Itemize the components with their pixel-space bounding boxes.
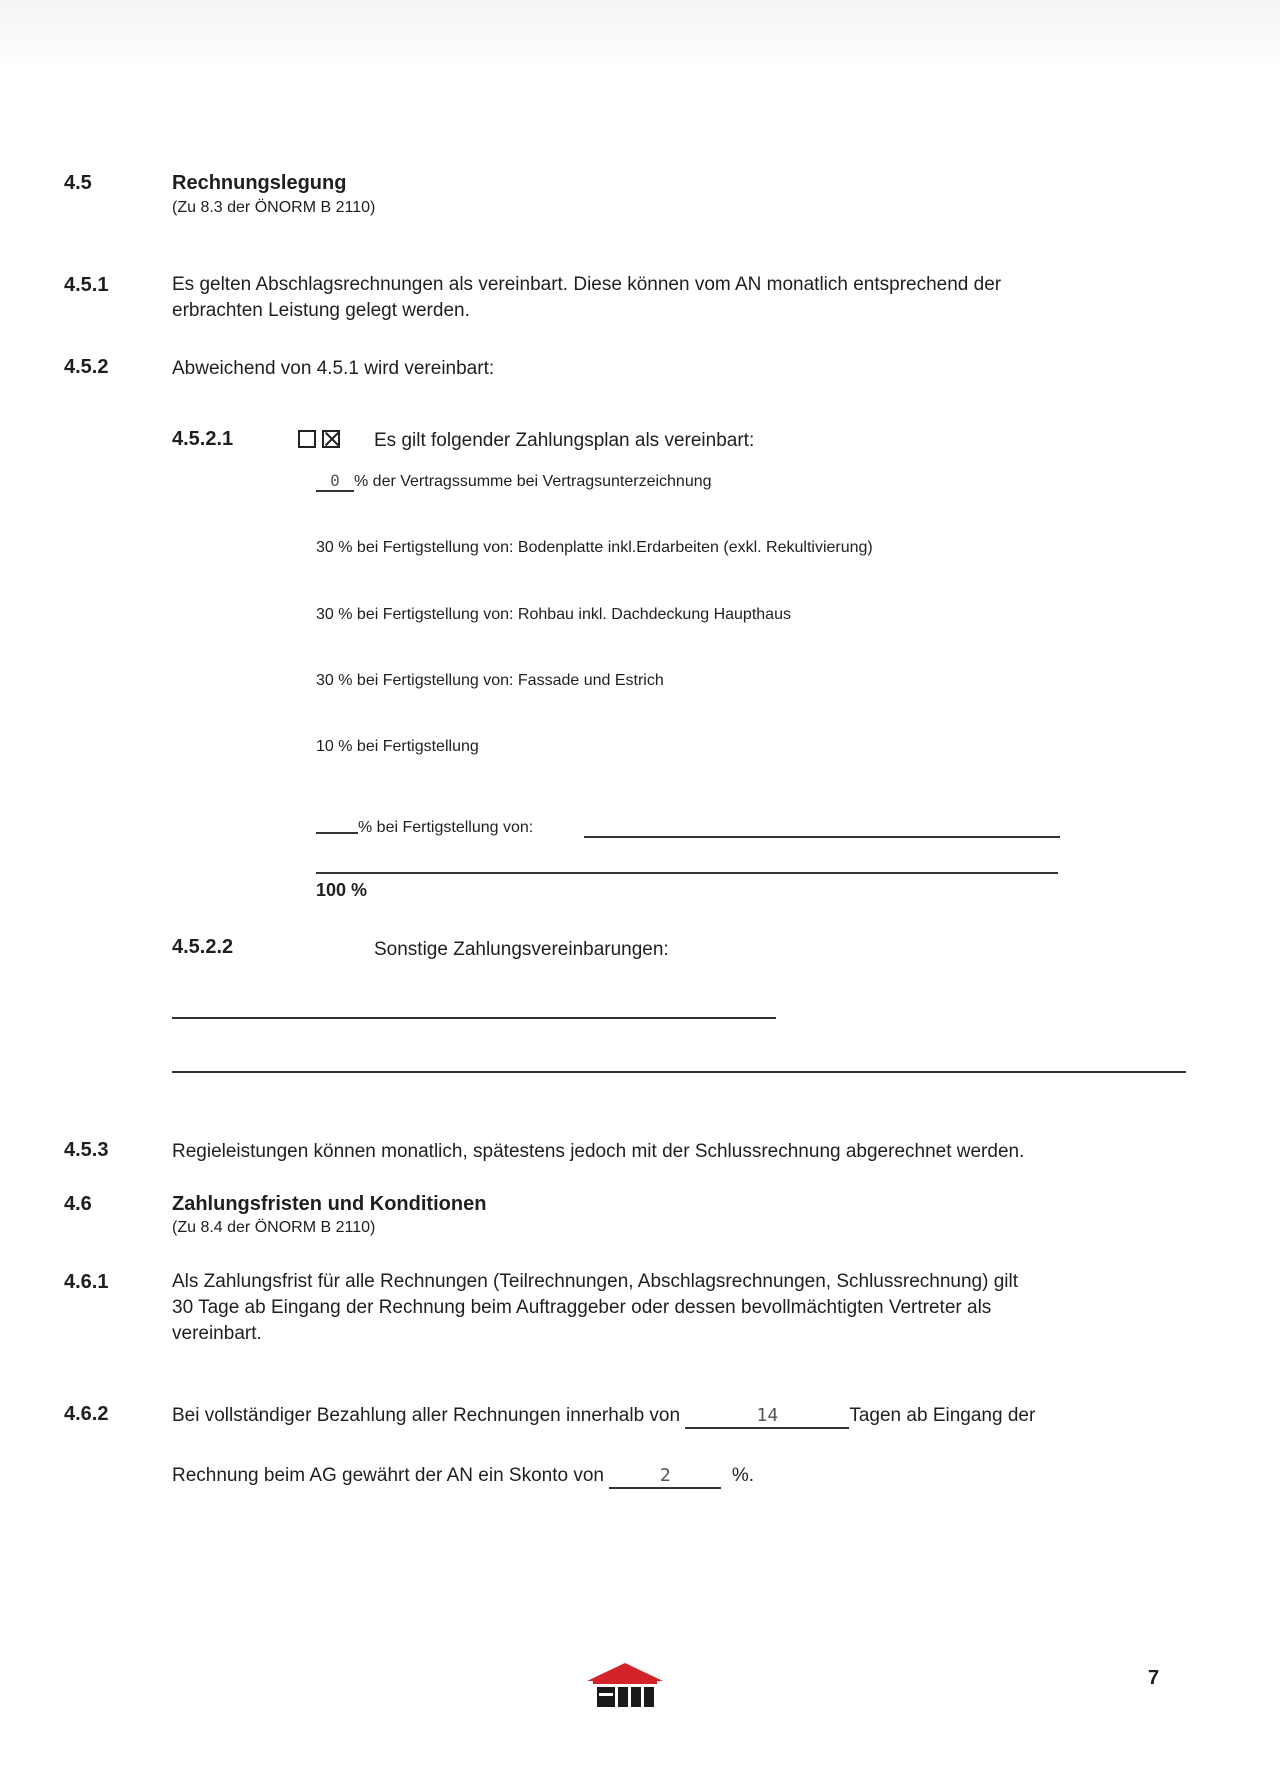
section-number-4-5-2-1: 4.5.2.1 [172, 428, 234, 450]
checkbox-checked[interactable] [322, 430, 340, 448]
scan-shade [0, 0, 1280, 70]
text-before-skonto: Rechnung beim AG gewährt der AN ein Skonto von [172, 1465, 604, 1486]
sum-rule [316, 872, 1058, 874]
paragraph-line: Als Zahlungsfrist für alle Rechnungen (Teilrechnungen, Abschlagsrechnungen, Schlussrechnung) gilt [172, 1271, 1019, 1292]
text-after-days: Tagen ab Eingang der [849, 1405, 1036, 1426]
paragraph-4-6-2-line-1 [172, 1403, 1035, 1429]
plan-total: 100 % [316, 880, 368, 900]
text-before-days: Bei vollständiger Bezahlung aller Rechnungen innerhalb von [172, 1405, 681, 1426]
plan-blank-description-field[interactable] [584, 836, 1060, 838]
paragraph-4-6-1 [172, 1269, 1186, 1347]
skonto-value: 2 [659, 1465, 671, 1486]
section-number-4-5-3: 4.5.3 [64, 1139, 109, 1161]
section-reference: (Zu 8.3 der ÖNORM B 2110) [172, 199, 376, 216]
days-value: 14 [756, 1405, 779, 1426]
plan-blank-percent-field[interactable] [316, 816, 358, 834]
section-number-4-5-1: 4.5.1 [64, 274, 109, 296]
section-number-4-6-1: 4.6.1 [64, 1271, 109, 1293]
plan-row-6 [316, 816, 533, 837]
plan-row-1 [316, 472, 712, 492]
checkbox-group [298, 430, 340, 450]
section-title-zahlungsfristen: Zahlungsfristen und Konditionen [172, 1193, 487, 1215]
plan-first-value: 0 [330, 471, 340, 490]
paragraph-4-6-2-line-2 [172, 1463, 754, 1489]
other-agreements-field-1[interactable] [172, 1017, 776, 1019]
house-logo-icon [585, 1663, 665, 1709]
section-title-rechnungslegung: Rechnungslegung [172, 172, 347, 194]
section-number-4-5-2-2: 4.5.2.2 [172, 936, 234, 958]
paragraph-4-5-3: Regieleistungen können monatlich, spätestens jedoch mit der Schlussrechnung abgerechnet werden. [172, 1141, 1025, 1162]
checkbox-empty[interactable] [298, 430, 316, 448]
plan-row-3: 30 % bei Fertigstellung von: Rohbau inkl. Dachdeckung Haupthaus [316, 606, 791, 623]
house-logo-graphic [585, 1663, 665, 1709]
plan-row-2: 30 % bei Fertigstellung von: Bodenplatte inkl.Erdarbeiten (exkl. Rekultivierung) [316, 539, 873, 556]
section-reference: (Zu 8.4 der ÖNORM B 2110) [172, 1219, 376, 1236]
other-agreements-field-2[interactable] [172, 1071, 1186, 1073]
section-number-4-6: 4.6 [64, 1193, 92, 1215]
plan-row-5: 10 % bei Fertigstellung [316, 738, 479, 755]
payment-plan-intro: Es gilt folgender Zahlungsplan als vereinbart: [374, 430, 755, 451]
plan-first-value-field[interactable] [316, 472, 354, 492]
paragraph-line: vereinbart. [172, 1323, 262, 1344]
plan-row-4: 30 % bei Fertigstellung von: Fassade und Estrich [316, 672, 664, 689]
section-number-4-5: 4.5 [64, 172, 92, 194]
page-number: 7 [1148, 1667, 1160, 1689]
text-after-skonto: %. [731, 1465, 755, 1486]
paragraph-line: erbrachten Leistung gelegt werden. [172, 300, 470, 321]
paragraph-line: 30 Tage ab Eingang der Rechnung beim Auftraggeber oder dessen bevollmächtigten Vertreter als [172, 1297, 992, 1318]
plan-first-text: % der Vertragssumme bei Vertragsunterzeichnung [354, 473, 712, 490]
paragraph-4-5-1 [172, 272, 1192, 324]
other-payment-agreements-label: Sonstige Zahlungsvereinbarungen: [374, 939, 669, 960]
days-field[interactable] [685, 1405, 849, 1429]
skonto-field[interactable] [609, 1465, 721, 1489]
plan-row-6-text: % bei Fertigstellung von: [358, 819, 534, 836]
paragraph-4-5-2: Abweichend von 4.5.1 wird vereinbart: [172, 358, 495, 379]
paragraph-line: Es gelten Abschlagsrechnungen als vereinbart. Diese können vom AN monatlich entsprechend der [172, 274, 1002, 295]
section-number-4-6-2: 4.6.2 [64, 1403, 109, 1425]
section-number-4-5-2: 4.5.2 [64, 356, 109, 378]
